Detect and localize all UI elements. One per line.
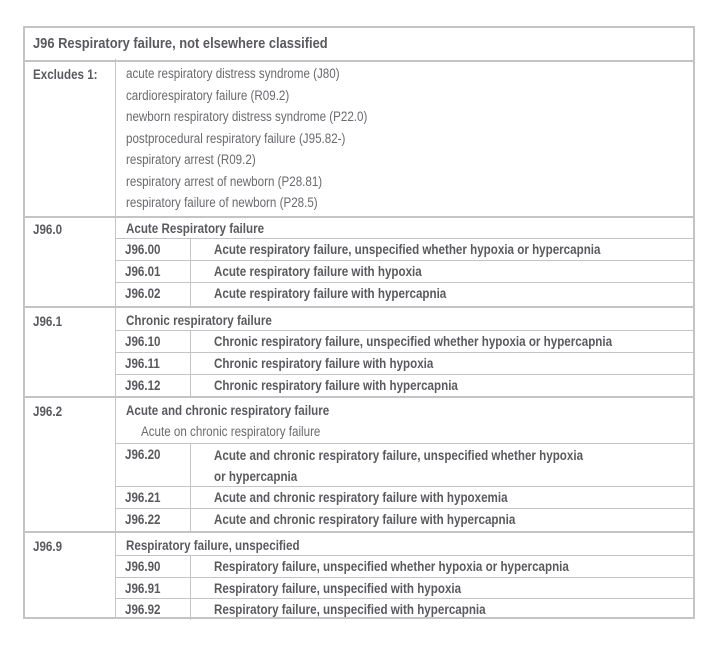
column-divider <box>115 59 116 216</box>
sub-code: J96.22 <box>125 512 161 527</box>
code-group-j96-9 <box>25 533 693 619</box>
code-row <box>116 443 693 486</box>
excludes-item: cardiorespiratory failure (R09.2) <box>126 87 290 103</box>
excludes-item: respiratory failure of newborn (P28.5) <box>126 195 318 210</box>
sub-description: Respiratory failure, unspecified with hypercapnia <box>214 602 486 617</box>
code-row <box>116 238 693 260</box>
code-row <box>116 330 693 352</box>
group-title: Acute Respiratory failure <box>126 221 265 236</box>
code-row <box>116 282 693 307</box>
code-row <box>116 508 693 532</box>
sub-description: Chronic respiratory failure with hypercapnia <box>214 378 458 393</box>
sub-code: J96.12 <box>125 378 161 393</box>
sub-description: Chronic respiratory failure, unspecified whether hypoxia or hypercapnia <box>214 334 613 349</box>
group-code: J96.1 <box>33 314 63 329</box>
sub-code: J96.91 <box>125 581 161 596</box>
excludes-item: respiratory arrest of newborn (P28.81) <box>126 173 323 189</box>
code-row <box>116 577 693 599</box>
code-row <box>116 555 693 577</box>
code-group-j96-1 <box>25 308 693 398</box>
sub-description: Respiratory failure, unspecified with hypoxia <box>214 581 462 596</box>
excludes-item: acute respiratory distress syndrome (J80) <box>126 66 340 81</box>
code-row <box>116 260 693 282</box>
sub-description: Acute respiratory failure, unspecified whether hypoxia or hypercapnia <box>214 242 601 257</box>
sub-description: Chronic respiratory failure with hypoxia <box>214 356 434 371</box>
sub-description: Acute and chronic respiratory failure with hypercapnia <box>214 512 516 527</box>
sub-code: J96.01 <box>125 264 161 279</box>
excludes-item: newborn respiratory distress syndrome (P22.0) <box>126 109 368 124</box>
sub-code: J96.11 <box>125 356 160 371</box>
excludes-label: Excludes 1: <box>33 67 98 82</box>
excludes-list <box>126 63 407 214</box>
code-row <box>116 598 693 620</box>
sub-code: J96.90 <box>125 559 161 574</box>
excludes-item: respiratory arrest (R09.2) <box>126 152 256 167</box>
table-title <box>25 28 693 62</box>
sub-code: J96.21 <box>125 490 161 505</box>
sub-code: J96.10 <box>125 334 161 349</box>
excludes-item: postprocedural respiratory failure (J95.82-) <box>126 130 346 146</box>
sub-code: J96.20 <box>125 447 161 462</box>
sub-description: Acute and chronic respiratory failure, unspecified whether hypoxia or hypercapnia <box>214 448 584 484</box>
sub-code: J96.00 <box>125 242 161 257</box>
icd-code-table <box>23 26 695 619</box>
sub-description: Respiratory failure, unspecified whether hypoxia or hypercapnia <box>214 559 569 574</box>
code-row <box>116 352 693 374</box>
code-row <box>116 486 693 508</box>
group-code: J96.2 <box>33 404 63 419</box>
group-title: Respiratory failure, unspecified <box>126 538 300 553</box>
code-row <box>116 374 693 397</box>
group-title: Acute and chronic respiratory failure <box>126 403 330 418</box>
sub-description: Acute respiratory failure with hypercapnia <box>214 286 447 301</box>
table-title-text: J96 Respiratory failure, not elsewhere classified <box>33 35 328 52</box>
sub-code: J96.02 <box>125 286 161 301</box>
sub-code: J96.92 <box>125 602 161 617</box>
sub-description: Acute respiratory failure with hypoxia <box>214 264 422 279</box>
group-title: Chronic respiratory failure <box>126 313 272 328</box>
group-code: J96.0 <box>33 222 63 237</box>
code-group-j96-2 <box>25 398 693 533</box>
group-code: J96.9 <box>33 539 63 554</box>
code-group-j96-0 <box>25 216 693 308</box>
sub-description: Acute and chronic respiratory failure with hypoxemia <box>214 490 508 505</box>
group-subtitle: Acute on chronic respiratory failure <box>141 424 321 439</box>
excludes-row <box>25 59 693 218</box>
